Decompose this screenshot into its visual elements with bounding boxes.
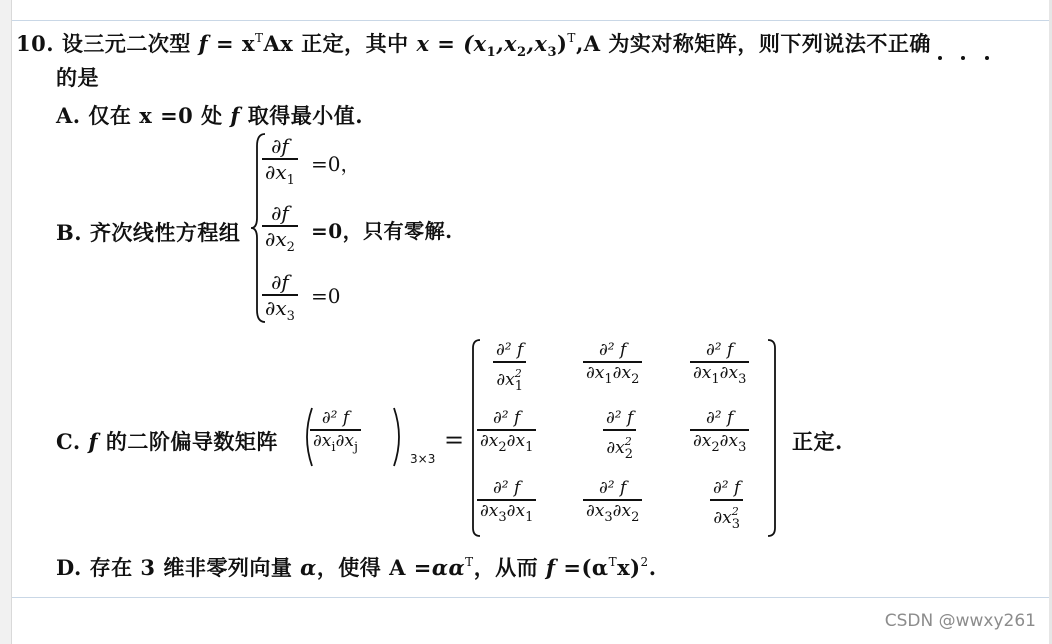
option-a-text2: 处 (201, 103, 223, 128)
cell-1-1-sub: 1 (514, 378, 523, 394)
cell-3-2-num: ∂² f (599, 478, 627, 498)
option-d-text3: ，从而 (473, 555, 539, 580)
emphasis-dot-3 (985, 56, 989, 60)
matrix-cell-1-3: ∂² f $\partial x_1\partial x_3$ (690, 340, 749, 390)
option-a-label: A. (56, 103, 81, 128)
problem-number: 10. (16, 31, 55, 56)
cell-3-2-den-a: ∂x (586, 500, 605, 521)
cell-3-3-sup: 2 (731, 504, 739, 518)
option-d-square: 2 (640, 555, 649, 569)
option-d-aat: αα (431, 555, 466, 580)
option-b-eq3-num: ∂f (271, 270, 289, 294)
emphasis-dot-2 (961, 56, 965, 60)
option-a-text: 仅在 (88, 103, 132, 128)
option-a (56, 100, 363, 130)
cell-2-1-den-b: ∂x (506, 430, 526, 451)
option-d-text: 存在 3 维非零列向量 (89, 555, 293, 580)
stem-x1-index: 1 (486, 45, 497, 60)
stem-xvec: x = (x (416, 31, 487, 56)
matrix-cell-2-3: ∂² f $\partial x_2\partial x_3$ (690, 408, 749, 458)
option-b-eq3-rhs: =0 (311, 284, 341, 308)
option-c-general-i: i (331, 439, 336, 455)
stem-Ax: Ax (263, 31, 294, 56)
cell-3-3-sub: 3 (731, 516, 740, 532)
option-c-matrix-size: 3×3 (410, 452, 436, 466)
option-d-label: D. (56, 555, 82, 580)
stem-eq: = (216, 31, 235, 56)
option-b-eq2-fraction (262, 201, 298, 260)
option-b-eq2-idx: 2 (286, 239, 295, 255)
option-d-alpha: α (300, 555, 317, 580)
option-b-eq3-den: ∂x (265, 295, 287, 320)
cell-1-3-num: ∂² f (706, 340, 734, 360)
cell-1-2-den-b: ∂x (612, 362, 632, 383)
cell-3-1-den-b: ∂x (506, 500, 526, 521)
option-a-f: f (230, 103, 240, 128)
option-d: D. 存在 3 维非零列向量 α，使得 $A =\alpha\alpha^T$，从而 $f =(\alpha^Tx)^2$. (56, 555, 657, 580)
stem-text-c: 为实对称矩阵，则下列说法 (608, 31, 867, 56)
option-c-general-num: ∂² f (321, 408, 350, 428)
cell-3-3-den: ∂x (713, 507, 732, 528)
stem-x: x (241, 31, 255, 56)
option-d-close: ) (630, 555, 641, 580)
cell-1-1-sup: 2 (514, 366, 522, 380)
stem-T: T (254, 31, 264, 45)
stem-x2-index: 2 (517, 45, 527, 60)
option-b-label-text (56, 217, 240, 247)
option-c-general-j: j (353, 439, 358, 455)
stem-text-a: 设三元二次型 (61, 31, 191, 56)
option-b-eq1-fraction (262, 134, 298, 193)
option-b-eq3-idx: 3 (286, 308, 295, 324)
option-d-x: x (617, 555, 631, 580)
stem-emphasis: 不正确 (866, 31, 931, 56)
cell-2-2-den: ∂x (606, 437, 625, 458)
option-b-eq1-den: ∂x (265, 159, 287, 184)
cell-3-1-den-a: ∂x (480, 500, 499, 521)
option-b-eq2-den: ∂x (265, 226, 287, 251)
option-d-period: . (648, 555, 657, 580)
matrix-cell-2-2 (603, 408, 636, 465)
matrix-cell-1-1 (493, 340, 526, 397)
csdn-watermark: CSDN @wwxy261 (884, 611, 1036, 631)
option-b-text: 齐次线性方程组 (89, 220, 241, 245)
problem-stem-line2: 的是 (56, 65, 99, 90)
cell-2-3-den-b: ∂x (719, 430, 739, 451)
option-b-eq2-num: ∂f (271, 201, 289, 225)
option-c-general-den-b: ∂x (335, 430, 354, 451)
cell-1-1-num: ∂² f (496, 340, 524, 360)
emphasis-dot-1 (938, 56, 942, 60)
option-d-f: f (546, 555, 556, 580)
option-b-eq2-rhs: =0，只有零解. (311, 219, 453, 243)
cell-2-2-sup: 2 (624, 434, 632, 448)
cell-2-2-num: ∂² f (606, 408, 634, 428)
matrix-cell-1-2: ∂² f $\partial x_1\partial x_2$ (583, 340, 642, 390)
option-c-equals: = (444, 426, 465, 454)
stem-text-b: 正定，其中 (301, 31, 409, 56)
option-c-label: C. (56, 429, 81, 454)
page-left-edge (0, 0, 12, 644)
cell-2-1-num: ∂² f (493, 408, 521, 428)
option-c-text (56, 426, 278, 456)
option-b-eq1-rhs: =0， (311, 152, 361, 176)
cell-3-3-num: ∂² f (713, 478, 741, 498)
matrix-cell-3-2: ∂² f $\partial x_3\partial x_2$ (583, 478, 642, 528)
cell-2-3-num: ∂² f (706, 408, 734, 428)
option-c-general-fraction (310, 408, 361, 458)
cell-1-2-num: ∂² f (599, 340, 627, 360)
bottom-divider (12, 597, 1052, 598)
cell-2-1-den-a: ∂x (480, 430, 499, 451)
cell-2-2-sub: 2 (624, 446, 633, 462)
cell-1-3-den-b: ∂x (719, 362, 739, 383)
option-c-f: f (88, 429, 99, 454)
cell-2-3-den-a: ∂x (693, 430, 712, 451)
stem-x3-index: 3 (547, 45, 557, 60)
matrix-cell-2-1: ∂² f $\partial x_2\partial x_1$ (477, 408, 536, 458)
option-d-A: A (389, 555, 406, 580)
option-a-condition: x =0 (139, 103, 194, 128)
stem-f: f (198, 31, 209, 56)
option-d-tail: =(α (563, 555, 609, 580)
cell-3-1-num: ∂² f (493, 478, 521, 498)
option-b-eq1-idx: 1 (286, 172, 295, 188)
option-c-right-paren (392, 406, 406, 468)
option-b-label: B. (56, 220, 83, 245)
option-d-text2: ，使得 (316, 555, 382, 580)
option-b-eq1-num: ∂f (271, 134, 289, 158)
stem-A: A (583, 31, 601, 56)
option-c-desc: 的二阶偏导数矩阵 (105, 429, 278, 454)
option-d-eq: = (413, 555, 432, 580)
option-b-eq3-fraction (262, 270, 298, 329)
option-c-general-den-a: ∂x (313, 430, 332, 451)
option-d-T: T (465, 555, 474, 569)
cell-3-2-den-b: ∂x (612, 500, 632, 521)
option-c-end-text: 正定. (792, 429, 843, 454)
problem-stem-line1: 10. 设三元二次型 $f = x^TAx$ 正定，其中 $x = (x_1,x_2,x_3)^T,A$ 为实对称矩阵，则下列说法不正确 (16, 31, 931, 60)
matrix-cell-3-3 (710, 478, 743, 535)
option-a-text3: 取得最小值. (247, 103, 364, 128)
top-divider (12, 20, 1052, 21)
cell-1-2-den-a: ∂x (586, 362, 605, 383)
matrix-cell-3-1: ∂² f $\partial x_3\partial x_1$ (477, 478, 536, 528)
cell-1-1-den: ∂x (496, 369, 515, 390)
matrix-right-bracket (766, 338, 778, 538)
cell-1-3-den-a: ∂x (693, 362, 712, 383)
